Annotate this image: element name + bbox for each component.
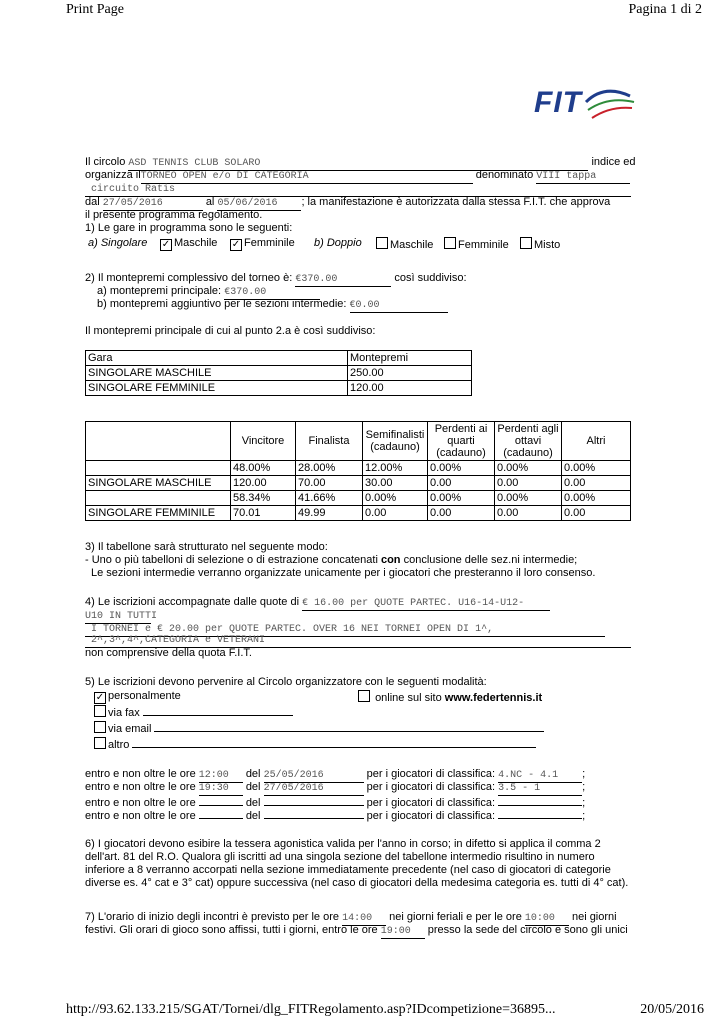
- table-cell: 0.00%: [495, 491, 562, 506]
- check-femminile[interactable]: ✓ Femminile: [231, 237, 295, 250]
- montepremi-line-2: a) montepremi principale: €370.00: [97, 285, 320, 300]
- torneo-tipo: TORNEO OPEN e/o DI CATEGORIA: [141, 170, 473, 184]
- intro-line-4: dal 27/05/2016 al 05/06/2016 ; la manifestazione è autorizzata dalla stessa F.I.T. che approva: [85, 196, 611, 209]
- checkbox-icon: [376, 237, 388, 249]
- table-cell: 0.00: [495, 476, 562, 491]
- table-header: Finalista: [296, 422, 363, 461]
- logo-swoosh-icon: [584, 88, 636, 124]
- table-row: [86, 381, 472, 396]
- checkbox-icon: [94, 737, 106, 749]
- tessera-line-1: 6) I giocatori devono esibire la tessera agonistica valida per l'anno in corso; in difetto si applica il comma 2: [85, 838, 601, 850]
- checkbox-icon: [94, 721, 106, 733]
- check-d-maschile[interactable]: Maschile: [376, 237, 433, 251]
- checkbox-checked-icon: ✓: [161, 239, 171, 250]
- orari-row: entro e non oltre le ore 19:30 del 27/05/2016 per i giocatori di classifica: 3.5 - 1 ;: [85, 781, 586, 794]
- table-cell: 0.00%: [363, 491, 428, 506]
- table-cell: SINGOLARE MASCHILE: [86, 366, 348, 381]
- intro-line-5: il presente programma regolamento.: [85, 209, 263, 221]
- orari-row: entro e non oltre le ore del per i giocatori di classifica: ;: [85, 794, 585, 810]
- table-row: [86, 476, 631, 491]
- table-row: [86, 506, 631, 521]
- gare-heading: 1) Le gare in programma sono le seguenti:: [85, 222, 293, 234]
- table-header: Altri: [562, 422, 631, 461]
- table-cell: 0.00: [562, 476, 631, 491]
- fax-field: [143, 705, 293, 716]
- footer-url: http://93.62.133.215/SGAT/Tornei/dlg_FITRegolamento.asp?IDcompetizione=36895...: [66, 1002, 556, 1017]
- check-personalmente[interactable]: ✓ personalmente: [95, 690, 181, 703]
- altro-field: [132, 737, 536, 748]
- check-fax[interactable]: via fax: [94, 705, 293, 720]
- tessera-line-3: inferiore a 8 verranno accorpati nella sezione immediatamente precedente (nel caso di giocatori di categorie: [85, 864, 611, 876]
- table-cell: 70.01: [231, 506, 296, 521]
- ripartizione-table: [85, 421, 631, 521]
- table-cell: SINGOLARE MASCHILE: [86, 476, 231, 491]
- table-header: Semifinalisti (cadauno): [363, 422, 428, 461]
- orari-row: entro e non oltre le ore del per i giocatori di classifica: ;: [85, 807, 585, 823]
- table-cell: 0.00%: [428, 491, 495, 506]
- data-al: 05/06/2016: [217, 197, 301, 211]
- quote-line-3: I TORNEI e € 20.00 per QUOTE PARTEC. OVER 16 NEI TORNEI OPEN DI 1^,: [85, 622, 605, 637]
- check-altro[interactable]: altro: [94, 737, 536, 752]
- intro-line-2: organizza ilTORNEO OPEN e/o DI CATEGORIA denominato VIII tappa: [85, 169, 630, 184]
- table-cell: 0.00%: [562, 461, 631, 476]
- torneo-nome: VIII tappa: [536, 170, 630, 184]
- quota-1: € 16.00 per QUOTE PARTEC. U16-14-U12-: [302, 597, 550, 611]
- montepremi-line-1: 2) Il montepremi complessivo del torneo è: €370.00 così suddiviso:: [85, 272, 467, 285]
- page-number: Pagina 1 di 2: [628, 2, 702, 17]
- orari-row: entro e non oltre le ore 12:00 del 25/05/2016 per i giocatori di classifica: 4.NC - 4.1 ;: [85, 768, 586, 781]
- table-cell: 58.34%: [231, 491, 296, 506]
- table-cell: 0.00: [428, 506, 495, 521]
- montepremi-aggiuntivo: €0.00: [350, 299, 448, 313]
- checkbox-icon: [358, 690, 370, 702]
- intro-line-3: circuito Ratis: [85, 182, 631, 197]
- table-row: [86, 366, 472, 381]
- check-online[interactable]: online sul sito www.federtennis.it: [358, 690, 542, 705]
- table-cell: 12.00%: [363, 461, 428, 476]
- club-name: ASD TENNIS CLUB SOLARO: [128, 157, 588, 171]
- table-cell: SINGOLARE FEMMINILE: [86, 506, 231, 521]
- montepremi-table: [85, 350, 472, 396]
- table-cell: [86, 461, 231, 476]
- modalita-heading: 5) Le iscrizioni devono pervenire al Circolo organizzatore con le seguenti modalità:: [85, 676, 487, 688]
- table-header: Perdenti ai quarti (cadauno): [428, 422, 495, 461]
- tabellone-line-1: 3) Il tabellone sarà strutturato nel seguente modo:: [85, 541, 328, 553]
- checkbox-icon: [444, 237, 456, 249]
- montepremi-line-4: Il montepremi principale di cui al punto 2.a è così suddiviso:: [85, 325, 376, 337]
- table-cell: 120.00: [231, 476, 296, 491]
- quote-line-4: 2^,3^,4^,CATEGORIA e VETERANI: [85, 633, 631, 648]
- checkbox-checked-icon: ✓: [231, 239, 241, 250]
- table-cell: 0.00%: [495, 461, 562, 476]
- tessera-line-2: dell'art. 81 del R.O. Qualora gli iscritti ad una singola sezione del tabellone intermedio risultino in numero: [85, 851, 595, 863]
- check-misto[interactable]: Misto: [520, 237, 560, 251]
- montepremi-line-3: b) montepremi aggiuntivo per le sezioni intermedie: €0.00: [97, 298, 448, 313]
- table-cell: 30.00: [363, 476, 428, 491]
- table-cell: 250.00: [348, 366, 472, 381]
- tabellone-line-2: - Uno o più tabelloni di selezione o di estrazione concatenati con conclusione delle sez.ni intermedie;: [85, 554, 578, 566]
- table-row: [86, 491, 631, 506]
- singolare-label: a) Singolare: [88, 237, 148, 249]
- table-cell: 0.00: [428, 476, 495, 491]
- table-row: [86, 461, 631, 476]
- fit-logo: [532, 84, 636, 126]
- table-cell: 28.00%: [296, 461, 363, 476]
- data-dal: 27/05/2016: [103, 197, 203, 211]
- inizio-line-1: 7) L'orario di inizio degli incontri è previsto per le ore 14:00 nei giorni feriali e per le ore 10:00 nei giorni: [85, 911, 617, 924]
- table-cell: 49.99: [296, 506, 363, 521]
- footer-date: 20/05/2016: [640, 1002, 704, 1017]
- quote-line-1: 4) Le iscrizioni accompagnate dalle quote di € 16.00 per QUOTE PARTEC. U16-14-U12-: [85, 596, 550, 611]
- table-cell: 70.00: [296, 476, 363, 491]
- tessera-line-4: diverse es. 4° cat e 3° cat) oppure successiva (nel caso di giocatori della medesima categoria es. tutti di 4° cat).: [85, 877, 629, 889]
- doppio-label: b) Doppio: [314, 237, 362, 249]
- checkbox-checked-icon: ✓: [95, 692, 105, 703]
- inizio-line-2: festivi. Gli orari di gioco sono affissi, tutti i giorni, entro le ore 19:00 presso la sede del circolo e sono gli unici: [85, 924, 628, 937]
- table-cell: 0.00: [562, 506, 631, 521]
- quote-line-5: non comprensive della quota F.I.T.: [85, 647, 252, 659]
- intro-line-1: Il circolo ASD TENNIS CLUB SOLARO indice ed: [85, 156, 636, 169]
- logo-text: FIT: [534, 86, 582, 119]
- table-cell: 0.00%: [562, 491, 631, 506]
- tabellone-line-3: Le sezioni intermedie verranno organizzate unicamente per i giocatori che presteranno il loro consenso.: [91, 567, 596, 579]
- table-cell: 120.00: [348, 381, 472, 396]
- check-email[interactable]: via email: [94, 721, 544, 736]
- quota-2: U10 IN TUTTI: [85, 611, 158, 622]
- table-header: Gara: [86, 351, 348, 366]
- table-header: Montepremi: [348, 351, 472, 366]
- table-cell: SINGOLARE FEMMINILE: [86, 381, 348, 396]
- table-cell: 48.00%: [231, 461, 296, 476]
- print-page-title: Print Page: [66, 2, 124, 17]
- checkbox-icon: [94, 705, 106, 717]
- table-header: Perdenti agli ottavi (cadauno): [495, 422, 562, 461]
- checkbox-icon: [520, 237, 532, 249]
- table-cell: 0.00%: [428, 461, 495, 476]
- montepremi-principale: €370.00: [224, 286, 320, 300]
- montepremi-totale: €370.00: [295, 273, 391, 287]
- table-cell: 0.00: [495, 506, 562, 521]
- email-field: [154, 721, 544, 732]
- table-cell: [86, 491, 231, 506]
- table-header: [86, 422, 231, 461]
- check-maschile[interactable]: ✓ Maschile: [161, 237, 218, 250]
- table-header: Vincitore: [231, 422, 296, 461]
- check-d-femminile[interactable]: Femminile: [444, 237, 509, 251]
- table-cell: 0.00: [363, 506, 428, 521]
- table-cell: 41.66%: [296, 491, 363, 506]
